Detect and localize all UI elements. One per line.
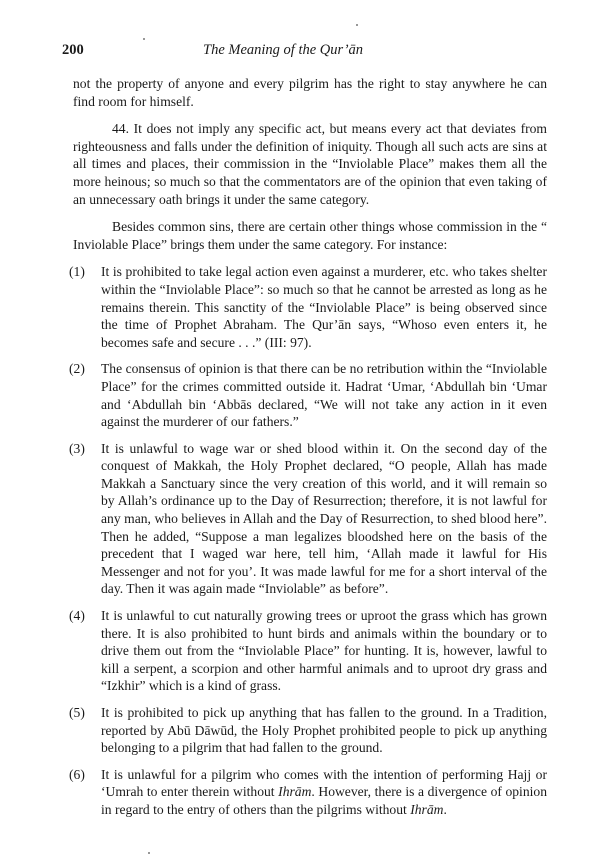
scan-speck (356, 24, 358, 26)
list-item (69, 766, 548, 819)
continued-paragraph: not the property of anyone and every pilgrim has the right to stay anywhere he can find room for himself. (73, 76, 547, 109)
list-item-number: (1) (69, 264, 85, 280)
page-header (62, 42, 547, 62)
list-item (69, 704, 547, 757)
italic-term: Ihrām (410, 801, 444, 817)
list-item-number: (3) (69, 440, 85, 456)
prohibitions-list (69, 263, 548, 818)
scan-speck (148, 852, 150, 854)
intro-paragraph: Besides common sins, there are certain other things whose commission in the “ Inviolable Place” brings them under the same category. For instance: (73, 219, 547, 252)
list-item-number: (2) (69, 361, 85, 377)
list-item-text: It is prohibited to take legal action even against a murderer, etc. who takes shelter within the “Inviolable Place”: so much so that he cannot be arrested as long as he remains therein. This sanctity of the “Inviolable Place” is being observed since the time of Prophet Abraham. The Qur’ān says, “Whoso even enters it, he becomes safe and secure . . .” (III: 97). (101, 264, 547, 350)
page-number: 200 (62, 42, 84, 58)
list-item-text: The consensus of opinion is that there can be no retribution within the “Inviolable Place” for the crimes committed outside it. Hadrat ‘Umar, ‘Abdullah bin ‘Umar and ‘Abdullah bin ‘Abbās declared, “We will not take any action in it even against the murderer of our fathers.” (101, 361, 547, 430)
list-item-text: It is unlawful to wage war or shed blood within it. On the second day of the conquest of Makkah, the Holy Prophet declared, “O people, Allah has made Makkah a Sanctuary since the very creation of this world, and it will remain so by Allah’s ordinance up to the Day of Resurrection; therefore, it is not lawful for any man, who believes in Allah and the Day of Resurrection, to shed blood here”. Then he added, “Suppose a man legalizes bloodshed here on the basis of the precedent that I waged war here, tell him, ‘Allah made it lawful for His Messenger and not for you’. It was made lawful for me for a short interval of the day. Then it was again made “Inviolable” as before”. (101, 440, 547, 597)
text-segment: It is unlawful for a pilgrim who comes with the intention of performing Hajj or ‘Umrah to enter therein without (101, 766, 547, 800)
list-item-number: (5) (69, 705, 85, 720)
list-item-number: (4) (69, 608, 85, 624)
list-item-text: It is unlawful to cut naturally growing trees or uproot the grass which has grown there. It is also prohibited to hunt birds and animals within the boundary or to drive them out from the “Inviolable Place” for hunting. It is, however, lawful to kill a serpent, a scorpion and other harmful animals and to uproot dry grass and “Izkhir” which is a kind of grass. (101, 608, 547, 694)
list-item (69, 440, 547, 598)
list-item (69, 263, 547, 351)
list-item (69, 360, 547, 430)
running-title: The Meaning of the Qur’ān (203, 42, 364, 58)
list-item-text (101, 767, 547, 817)
list-item-number: (6) (69, 766, 85, 782)
note-44-paragraph: 44. It does not imply any specific act, but means every act that deviates from righteousness and falls under the definition of iniquity. Though all such acts are sins at all times and places, their commission in the “Inviolable Place” makes them all the more heinous; so much so that the commentators are of the opinion that even taking of an unnecessary oath brings it under the same category. (73, 121, 547, 207)
list-item (69, 607, 547, 695)
italic-term: Ihrām (278, 784, 312, 800)
text-segment: . However, there is a divergence of opinion in regard to the entry of others than the pilgrims without (101, 784, 548, 817)
book-page (62, 42, 548, 828)
text-segment: . (443, 801, 447, 817)
scan-speck (143, 38, 145, 40)
list-item-text: It is prohibited to pick up anything that has fallen to the ground. In a Tradition, reported by Abū Dāwūd, the Holy Prophet prohibited people to pick up anything belonging to a pilgrim that had fallen to the ground. (101, 705, 547, 756)
